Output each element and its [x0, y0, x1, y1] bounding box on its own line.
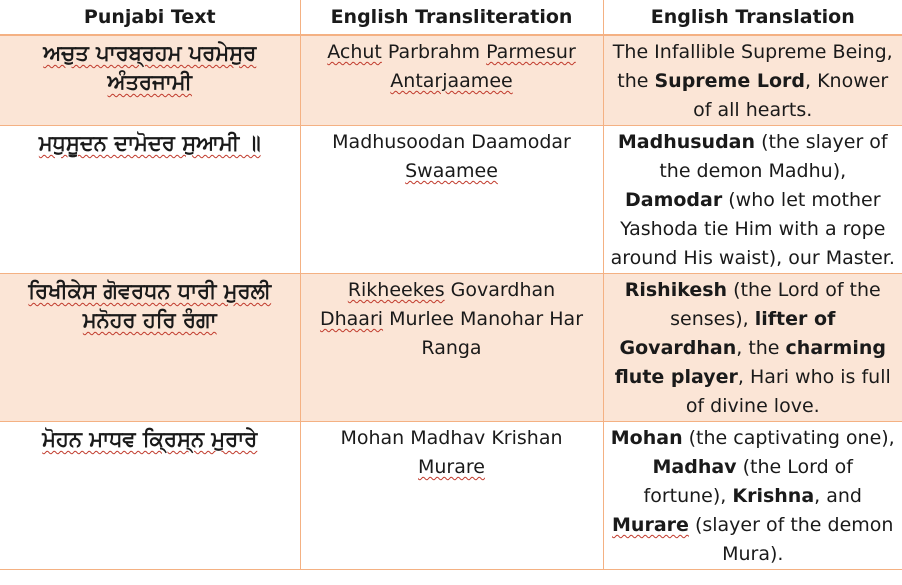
- header-translation: English Translation: [603, 0, 902, 35]
- translit-word: Rikheekes: [347, 279, 445, 301]
- punjabi-line: ਰਿਖੀਕੇਸ ਗੋਵਰਧਨ ਧਾਰੀ ਮੁਰਲੀ: [28, 279, 272, 303]
- table-row: [0, 274, 902, 422]
- translation-cell: [603, 274, 902, 422]
- translation-text: (the captivating one),: [682, 427, 895, 449]
- translation-term: Supreme Lord: [654, 70, 805, 92]
- translation-term: Damodar: [624, 189, 723, 211]
- translation-text: , Hari who is full of divine love.: [685, 366, 891, 417]
- punjabi-cell: [0, 35, 300, 126]
- punjabi-cell: [0, 274, 300, 422]
- translation-text: The Infallible Supreme Being, the: [612, 41, 893, 92]
- translation-text: (slayer of the demon Mura).: [688, 514, 894, 565]
- translit-word: Parmesur: [486, 41, 576, 63]
- translit-word: Achut: [327, 41, 382, 63]
- translit-word: Swaamee: [405, 160, 498, 182]
- translation-text: , and: [814, 485, 862, 507]
- transliteration-cell: [300, 274, 603, 422]
- table-row: [0, 126, 902, 274]
- translation-text: (the slayer of the demon Madhu),: [659, 131, 888, 182]
- translit-word: Murare: [418, 456, 485, 478]
- translation-term: Mohan: [610, 427, 683, 449]
- table-row: [0, 35, 902, 126]
- translation-term: Madhav: [652, 456, 737, 478]
- translit-text: Murlee Manohar Har Ranga: [383, 308, 584, 359]
- translit-text: Govardhan: [444, 279, 556, 301]
- translation-text: (the Lord of fortune),: [643, 456, 853, 507]
- translit-word: Dhaari: [319, 308, 384, 330]
- translation-cell: [603, 126, 902, 274]
- punjabi-line: ਮਧੁਸੂਦਨ ਦਾਮੋਦਰ ਸੁਆਮੀ ॥: [38, 131, 261, 155]
- header-row: [0, 0, 902, 35]
- punjabi-line: ਮੋਹਨ ਮਾਧਵ ਕ੍ਰਿਸ੍ਨ ਮੁਰਾਰੇ: [42, 427, 258, 451]
- transliteration-cell: [300, 422, 603, 570]
- translation-term: Rishikesh: [624, 279, 728, 301]
- punjabi-line: ਅੰਤਰਜਾਮੀ: [107, 70, 192, 94]
- translation-text: (the Lord of the senses),: [670, 279, 881, 330]
- punjabi-line: ਮਨੋਹਰ ਹਰਿ ਰੰਗਾ: [82, 308, 217, 332]
- translation-cell: [603, 422, 902, 570]
- transliteration-cell: [300, 126, 603, 274]
- translation-term: Murare: [612, 514, 689, 536]
- translation-cell: [603, 35, 902, 126]
- header-transliteration: English Transliteration: [300, 0, 603, 35]
- transliteration-cell: [300, 35, 603, 126]
- translation-text: , Knower of all hearts.: [693, 70, 889, 121]
- header-punjabi: Punjabi Text: [0, 0, 300, 35]
- translit-text: Parbrahm: [381, 41, 487, 63]
- translation-term: Madhusudan: [617, 131, 756, 153]
- translation-text: (who let mother Yashoda tie Him with a rope around His waist), our Master.: [610, 189, 895, 269]
- translit-text: Madhusoodan Daamodar: [332, 131, 571, 153]
- punjabi-cell: [0, 422, 300, 570]
- table-row: [0, 422, 902, 570]
- translation-term: Krishna: [732, 485, 815, 507]
- translation-term: lifter of Govardhan: [619, 308, 836, 359]
- translation-text: , the: [736, 337, 786, 359]
- translation-term: charming flute player: [614, 337, 886, 388]
- translit-word: Antarjaamee: [390, 70, 513, 92]
- translit-text: Mohan Madhav Krishan: [340, 427, 563, 449]
- punjabi-line: ਅਚੁਤ ਪਾਰਬ੍ਰਹਮ ਪਰਮੇਸੁਰ: [43, 41, 257, 65]
- punjabi-cell: [0, 126, 300, 274]
